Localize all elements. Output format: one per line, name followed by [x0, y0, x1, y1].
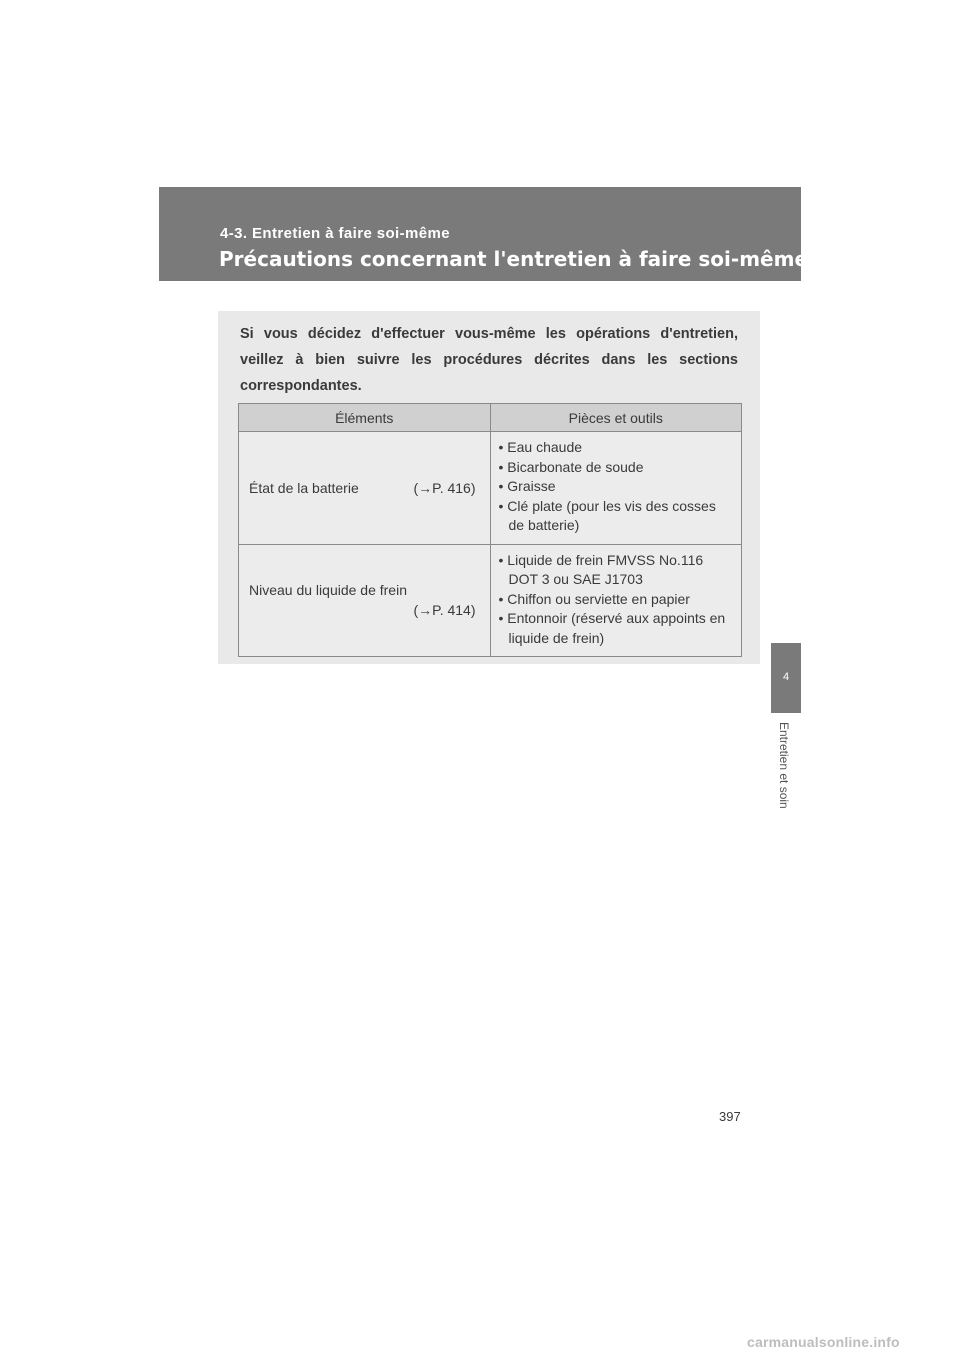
page-number: 397	[719, 1109, 741, 1124]
table-row	[239, 432, 742, 545]
tool-item: • Clé plate (pour les vis des cosses de batterie)	[498, 497, 716, 533]
page-reference-link[interactable]: (→P. 414)	[413, 602, 476, 619]
section-header-band	[159, 187, 809, 281]
item-name: Niveau du liquide de frein	[249, 582, 407, 599]
chapter-tab-label: Entretien et soin	[777, 722, 791, 809]
tool-item: • Bicarbonate de soude	[498, 458, 644, 475]
parts-table	[238, 403, 742, 657]
tool-item: • Liquide de frein FMVSS No.116 DOT 3 ou SAE J1703	[498, 551, 704, 587]
tool-item: • Graisse	[498, 478, 556, 494]
column-header-tools: Pièces et outils	[490, 404, 742, 432]
tool-item: • Entonnoir (réservé aux appoints en liquide de frein)	[498, 610, 726, 646]
page-title: Précautions concernant l'entretien à faire soi-même	[219, 247, 809, 271]
table-row	[239, 544, 742, 657]
table-header-row	[239, 404, 742, 432]
column-header-items: Éléments	[239, 404, 491, 432]
item-cell	[239, 432, 491, 545]
intro-paragraph: Si vous décidez d'effectuer vous-même les opérations d'entretien, veillez à bien suivre les procédures décrites dans les sections correspondantes.	[240, 326, 738, 394]
content-box	[218, 311, 760, 664]
tool-item: • Eau chaude	[498, 439, 583, 455]
section-label: 4-3. Entretien à faire soi-même	[220, 225, 450, 242]
tools-cell	[490, 544, 742, 657]
tools-cell	[490, 432, 742, 545]
page-reference-link[interactable]: (→P. 416)	[413, 479, 476, 496]
item-line	[249, 478, 476, 498]
item-name: État de la batterie	[249, 479, 359, 496]
chapter-tab-number: 4	[782, 671, 790, 683]
tool-item: • Chiffon ou serviette en papier	[498, 590, 690, 607]
item-cell	[239, 544, 491, 657]
watermark: carmanualsonline.info	[747, 1334, 900, 1350]
chapter-tab[interactable]	[771, 643, 801, 713]
